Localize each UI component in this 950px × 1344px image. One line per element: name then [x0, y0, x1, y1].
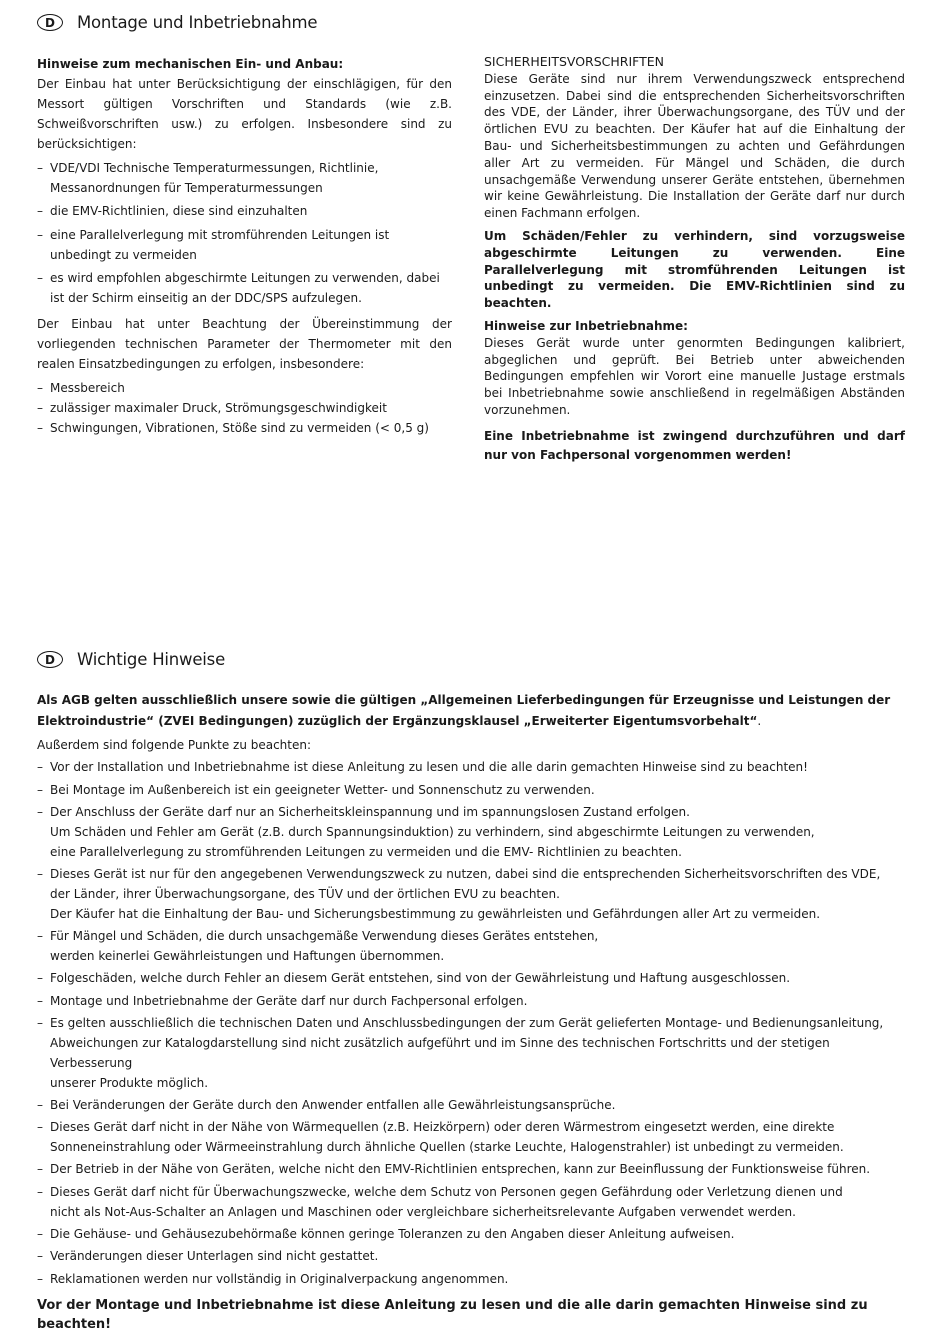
shielding-note: Um Schäden/Fehler zu verhindern, sind vorzugsweise abgeschirmte Leitungen zu verwenden. Eine Parallelverlegung mit stromführenden Leitungen ist unbedingt zu vermeiden. Die EMV-Richtlinien sind zu beachten.	[484, 228, 905, 311]
list-item	[37, 865, 907, 924]
list-item-line: – Dieses Gerät darf nicht in der Nähe von Wärmequellen (z.B. Heizkörpern) oder deren Wärmestrom eingesetzt werden, eine direkte	[50, 1120, 835, 1135]
list-item	[37, 1160, 907, 1180]
list-item: – die EMV-Richtlinien, diese sind einzuhalten	[37, 201, 452, 221]
list-item-line: – Dieses Gerät ist nur für den angegebenen Verwendungszweck zu nutzen, dabei sind die entsprechenden Sicherheitsvorschriften des VDE,	[50, 867, 881, 882]
parameters-paragraph: Der Einbau hat unter Beachtung der Übereinstimmung der vorliegenden technischen Parameter der Thermometer mit den realen Einsatzbedingungen zu erfolgen, insbesondere:	[37, 317, 452, 371]
language-badge: D	[37, 651, 63, 668]
list-item-line: Um Schäden und Fehler am Gerät (z.B. durch Spannungsinduktion) zu verhindern, sind abgeschirmte Leitungen zu verwenden,	[50, 824, 815, 839]
list-item: – zulässiger maximaler Druck, Strömungsgeschwindigkeit	[37, 398, 452, 418]
list-item-line: – Montage und Inbetriebnahme der Geräte darf nur durch Fachpersonal erfolgen.	[50, 993, 528, 1008]
list-item: – VDE/VDI Technische Temperaturmessungen, Richtlinie, Messanordnungen für Temperaturmessungen	[37, 158, 452, 198]
list-item	[37, 927, 907, 967]
parameters-list	[37, 378, 452, 438]
commissioning-paragraph: Dieses Gerät wurde unter genormten Bedingungen kalibriert, abgeglichen und geprüft. Bei Betrieb unter abweichenden Bedingungen empfehlen wir Vorort eine manuelle Justage erstmals bei Inbetriebnahme sowie anschließend in regelmäßigen Abständen vorzunehmen.	[484, 335, 905, 417]
list-item-line: Sonneneinstrahlung oder Wärmeeinstrahlung durch ähnliche Quellen (starke Leuchte, Halogenstrahler) ist unbedingt zu vermeiden.	[50, 1140, 844, 1155]
list-item-line: – Der Anschluss der Geräte darf nur an Sicherheitskleinspannung und im spannungslosen Zustand erfolgen.	[50, 805, 690, 820]
list-item-line: – Für Mängel und Schäden, die durch unsachgemäße Verwendung dieses Gerätes entstehen,	[50, 929, 599, 944]
notes-list	[37, 758, 907, 1289]
list-item-line: – Reklamationen werden nur vollständig in Originalverpackung angenommen.	[50, 1271, 509, 1286]
list-item: – Schwingungen, Vibrationen, Stöße sind zu vermeiden (< 0,5 g)	[37, 418, 452, 438]
list-item-line: – Vor der Installation und Inbetriebnahme ist diese Anleitung zu lesen und die alle darin gemachten Hinweise sind zu beachten!	[50, 760, 808, 775]
list-item-line: unserer Produkte möglich.	[50, 1075, 209, 1090]
list-item	[37, 781, 907, 801]
mechanical-installation-column	[37, 54, 452, 438]
section-header-hinweise	[37, 650, 225, 669]
list-item	[37, 803, 907, 862]
list-item-line: – Folgeschäden, welche durch Fehler an diesem Gerät entstehen, sind von der Gewährleistung und Haftung ausgeschlossen.	[50, 971, 791, 986]
list-item-line: – Der Betrieb in der Nähe von Geräten, welche nicht den EMV-Richtlinien entsprechen, kann zur Beeinflussung der Funktionsweise führen.	[50, 1162, 871, 1177]
list-item-line: werden keinerlei Gewährleistungen und Haftungen übernommen.	[50, 948, 445, 963]
list-item-line: Abweichungen zur Katalogdarstellung sind nicht zusätzlich aufgeführt und im Sinne des technischen Fortschritts und der stetigen Verbesserung	[50, 1035, 830, 1070]
list-item-line: – Veränderungen dieser Unterlagen sind nicht gestattet.	[50, 1249, 379, 1264]
list-item	[37, 1118, 907, 1158]
section-title: Wichtige Hinweise	[77, 650, 226, 669]
list-item-line: der Länder, ihrer Überwachungsorgane, des TÜV und der örtlichen EVU zu beachten.	[50, 886, 560, 901]
list-item-line: – Es gelten ausschließlich die technischen Daten und Anschlussbedingungen der zum Gerät gelieferten Montage- und Bedienungsanleitung,	[50, 1016, 884, 1031]
list-item-line: – Dieses Gerät darf nicht für Überwachungszwecke, welche dem Schutz von Personen gegen Gefährdung oder Verletzung dienen und	[50, 1184, 843, 1199]
safety-column	[484, 54, 905, 465]
final-warning: Vor der Montage und Inbetriebnahme ist diese Anleitung zu lesen und die alle darin gemachten Hinweise sind zu beachten!	[37, 1297, 868, 1333]
list-item	[37, 1183, 907, 1223]
list-item-line: nicht als Not-Aus-Schalter an Anlagen und Maschinen oder vergleichbare sicherheitsrelevante Aufgaben verwendet werden.	[50, 1204, 796, 1219]
mechanical-list	[37, 158, 452, 309]
list-item	[37, 1270, 907, 1290]
commissioning-warning: Eine Inbetriebnahme ist zwingend durchzuführen und darf nur von Fachpersonal vorgenommen werden!	[484, 428, 905, 462]
list-item-line: – Bei Montage im Außenbereich ist ein geeigneter Wetter- und Sonnenschutz zu verwenden.	[50, 782, 595, 797]
list-item	[37, 1096, 907, 1116]
agb-end: .	[757, 714, 762, 728]
list-item-line: Der Käufer hat die Einhaltung der Bau- und Sicherungsbestimmung zu gewährleisten und Gefährdungen aller Art zu vermeiden.	[50, 906, 821, 921]
list-item: – es wird empfohlen abgeschirmte Leitungen zu verwenden, dabei ist der Schirm einseitig an der DDC/SPS aufzulegen.	[37, 268, 452, 308]
list-item: – Messbereich	[37, 378, 452, 398]
important-notes	[37, 690, 907, 1335]
list-item	[37, 969, 907, 989]
list-item	[37, 1247, 907, 1267]
list-item	[37, 1014, 907, 1093]
safety-heading: SICHERHEITSVORSCHRIFTEN	[484, 54, 665, 69]
commissioning-heading: Hinweise zur Inbetriebnahme:	[484, 318, 688, 333]
list-item-line: – Bei Veränderungen der Geräte durch den Anwender entfallen alle Gewährleistungsansprüche.	[50, 1097, 616, 1112]
mechanical-intro: Der Einbau hat unter Berücksichtigung der einschlägigen, für den Messort gültigen Vorschriften und Standards (wie z.B. Schweißvorschriften usw.) zu erfolgen. Insbesondere sind zu berücksichtigen:	[37, 77, 452, 151]
mechanical-heading: Hinweise zum mechanischen Ein- und Anbau:	[37, 57, 344, 71]
list-item: – eine Parallelverlegung mit stromführenden Leitungen ist unbedingt zu vermeiden	[37, 225, 452, 265]
safety-paragraph: Diese Geräte sind nur ihrem Verwendungszweck entsprechend einzusetzen. Dabei sind die entsprechenden Sicherheitsvorschriften des VDE, der Länder, ihrer Überwachungsorgane, des TÜV und der örtlichen EVU zu beachten. Der Käufer hat auf die Einhaltung der Bau- und Sicherheitsbestimmungen zu achten und Gefährdungen aller Art zu vermeiden. Für Mängel und Schäden, die durch unsachgemäße Verwendung unserer Geräte entstehen, übernehmen wir keine Gewährleistung. Die Installation der Geräte darf nur durch einen Fachmann erfolgen.	[484, 71, 905, 221]
section-header-montage	[37, 13, 317, 32]
section-title: Montage und Inbetriebnahme	[77, 13, 318, 32]
list-item	[37, 992, 907, 1012]
notes-intro: Außerdem sind folgende Punkte zu beachten:	[37, 738, 312, 752]
language-badge: D	[37, 14, 63, 31]
agb-paragraph	[37, 690, 907, 732]
list-item	[37, 758, 907, 778]
list-item-line: eine Parallelverlegung zu stromführenden Leitungen zu vermeiden und die EMV- Richtlinien zu beachten.	[50, 844, 682, 859]
list-item	[37, 1225, 907, 1245]
agb-bold-text: Als AGB gelten ausschließlich unsere sowie die gültigen „Allgemeinen Lieferbedingungen für Erzeugnisse und Leistungen der Elektroindustrie“ (ZVEI Bedingungen) zuzüglich der Ergänzungsklausel „Erweiterter Eigentumsvorbehalt“	[37, 693, 891, 728]
list-item-line: – Die Gehäuse- und Gehäusezubehörmaße können geringe Toleranzen zu den Angaben dieser Anleitung aufweisen.	[50, 1227, 735, 1242]
